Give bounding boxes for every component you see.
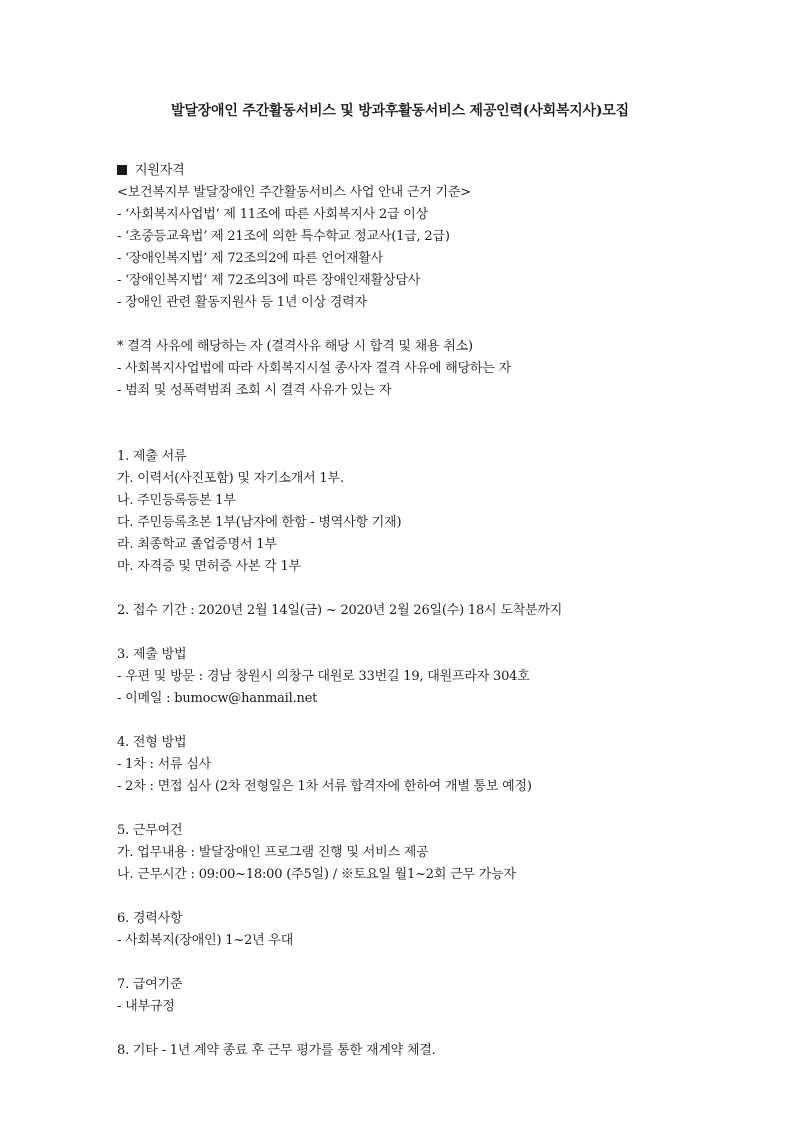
spacer: [117, 578, 757, 600]
section-heading: 4. 전형 방법: [117, 735, 187, 750]
black-square-bullet-icon: [117, 165, 127, 175]
qualification-heading-line: [117, 160, 757, 182]
spacer: [117, 1018, 757, 1040]
section-item: 라. 최종학교 졸업증명서 1부: [117, 537, 277, 552]
section-item: 마. 자격증 및 면허증 사본 각 1부: [117, 559, 301, 574]
spacer: [117, 952, 757, 974]
section-item: 나. 주민등록등본 1부: [117, 493, 236, 508]
spacer: [117, 622, 757, 644]
disqualification-item: - 사회복지사업법에 따라 사회복지시설 종사자 결격 사유에 해당하는 자: [117, 361, 512, 376]
spacer: [117, 710, 757, 732]
qualification-item: - ‘사회복지사업법’ 제 11조에 따른 사회복지사 2급 이상: [117, 207, 428, 222]
section-heading: 8. 기타 - 1년 계약 종료 후 근무 평가를 통한 재계약 체결.: [117, 1043, 436, 1058]
section-item: - 내부규정: [117, 999, 175, 1014]
section-heading: 7. 급여기준: [117, 977, 183, 992]
disqualification-heading: * 결격 사유에 해당하는 자 (결격사유 해당 시 합격 및 채용 취소): [117, 339, 473, 354]
disqualification-item: - 범죄 및 성폭력범죄 조회 시 결격 사유가 있는 자: [117, 383, 392, 398]
qualification-item: - 장애인 관련 활동지원사 등 1년 이상 경력자: [117, 295, 367, 310]
email-item: - 이메일 : bumocw@hanmail.net: [117, 691, 318, 706]
qualification-item: - ‘장애인복지법’ 제 72조의2에 따른 언어재활사: [117, 251, 384, 266]
section-item: 가. 업무내용 : 발달장애인 프로그램 진행 및 서비스 제공: [117, 845, 429, 860]
section-item: 가. 이력서(사진포함) 및 자기소개서 1부.: [117, 471, 344, 486]
section-item: - 2차 : 면접 심사 (2차 전형일은 1차 서류 합격자에 한하여 개별 통보 예정): [117, 779, 532, 794]
spacer: [117, 402, 757, 446]
section-heading: 5. 근무여건: [117, 823, 183, 838]
spacer: [117, 798, 757, 820]
qualification-heading: 지원자격: [135, 163, 185, 178]
qualification-item: - ‘장애인복지법’ 제 72조의3에 따른 장애인재활상담사: [117, 273, 421, 288]
document-body: [117, 160, 757, 1062]
section-item: - 사회복지(장애인) 1~2년 우대: [117, 933, 294, 948]
section-heading: 2. 접수 기간 : 2020년 2월 14일(금) ~ 2020년 2월 26일(수) 18시 도착분까지: [117, 603, 563, 618]
qualification-basis: <보건복지부 발달장애인 주간활동서비스 사업 안내 근거 기준>: [117, 185, 471, 200]
section-item: - 우편 및 방문 : 경남 창원시 의창구 대원로 33번길 19, 대원프라자 304호: [117, 669, 530, 684]
qualification-item: - ‘초중등교육법’ 제 21조에 의한 특수학교 정교사(1급, 2급): [117, 229, 450, 244]
section-heading: 1. 제출 서류: [117, 449, 187, 464]
section-item: 다. 주민등록초본 1부(남자에 한함 - 병역사항 기재): [117, 515, 402, 530]
spacer: [117, 886, 757, 908]
section-heading: 3. 제출 방법: [117, 647, 187, 662]
section-heading: 6. 경력사항: [117, 911, 183, 926]
section-item: 나. 근무시간 : 09:00~18:00 (주5일) / ※토요일 월1~2회 근무 가능자: [117, 867, 516, 882]
section-item: - 1차 : 서류 심사: [117, 757, 211, 772]
spacer: [117, 314, 757, 336]
page-title: 발달장애인 주간활동서비스 및 방과후활동서비스 제공인력(사회복지사)모집: [171, 103, 629, 119]
